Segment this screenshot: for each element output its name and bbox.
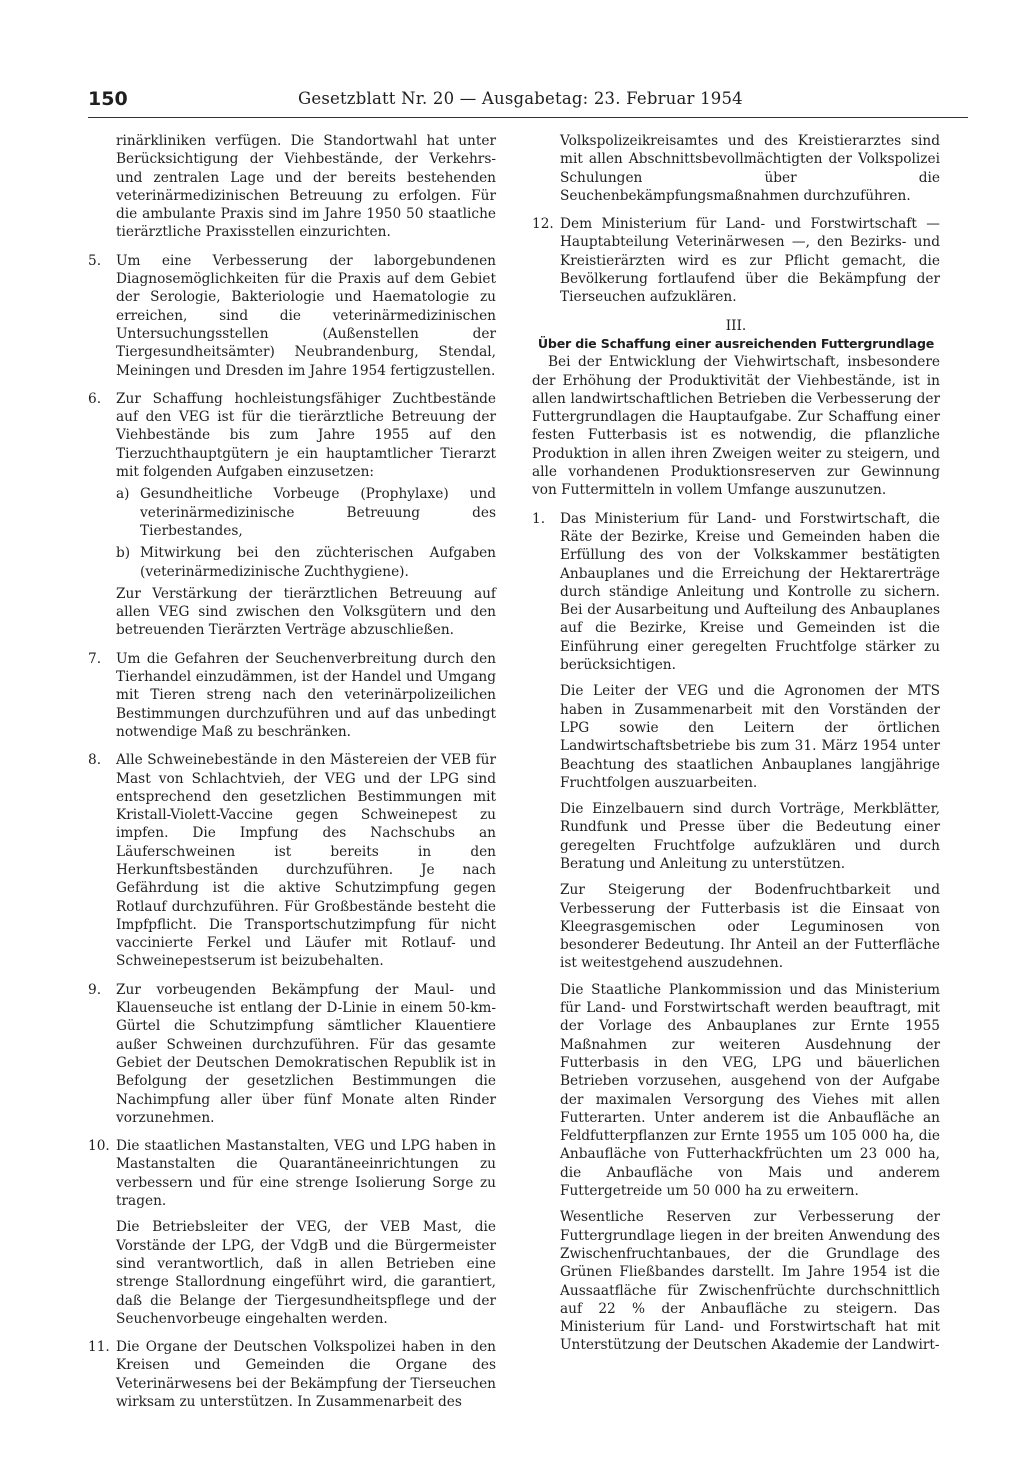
- item-number: 10.: [88, 1138, 110, 1155]
- sub-item-a: [116, 485, 496, 540]
- section-heading: Über die Schaffung einer ausreichenden Futtergrundlage: [537, 335, 935, 351]
- list-item-12: [532, 215, 940, 306]
- item-text: Dem Ministerium für Land- und Forstwirtschaft — Hauptabteilung Veterinärwesen —, den Bezirks- und Kreistierärzten wird es zur Pflicht gemacht, die Bevölkerung fortlaufend über die Bekämpfung der Tierseuchen aufzuklären.: [560, 216, 940, 306]
- list-item-7: [88, 650, 496, 741]
- item-text: Zur vorbeugenden Bekämpfung der Maul- und Klauenseuche ist entlang der D-Linie in einem 50-km-Gürtel die Schutzimpfung sämtlicher Klauentiere außer Schweinen durchzuführen. Für das gesamte Gebiet der Deutschen Demokratischen Republik ist in Befolgung der gesetzlichen Bestimmungen die Nachimpfung aller über fünf Monate alten Rinder vorzunehmen.: [116, 981, 496, 1126]
- section-intro: Bei der Entwicklung der Viehwirtschaft, insbesondere der Erhöhung der Produktivität der Viehbestände, ist in allen landwirtschaftlichen Betrieben die Verbesserung der Futtergrundlagen die Hauptaufgabe. Zur Schaffung einer festen Futterbasis ist es notwendig, die pflanzliche Produktion in allen ihren Zweigen weiter zu steigern, und alle vorhandenen Produktionsreserven zur Gewinnung von Futtermitteln in vollem Umfange auszunutzen.: [532, 354, 940, 499]
- item-text: Um die Gefahren der Seuchenverbreitung durch den Tierhandel einzudämmen, ist der Handel und Umgang mit Tieren streng nach den veterinärpolizeilichen Bestimmungen durchzuführen und auf das unbedingt notwendige Maß zu beschränken.: [116, 650, 496, 740]
- item-text: Alle Schweinebestände in den Mästereien der VEB für Mast von Schlachtvieh, der VEG und der LPG sind entsprechend den gesetzlichen Bestimmungen mit Kristall-Violett-Vaccine gegen Schweinepest zu impfen. Die Impfung des Nachschubs an Läuferschweinen ist bereits in den Herkunftsbeständen durchzuführen. Je nach Gefährdung ist die aktive Schutzimpfung gegen Rotlauf durchzuführen. Für Großbestände besteht die Impfpflicht. Die Transportschutzimpfung für nicht vaccinierte Ferkel und Läufer mit Rotlauf- und Schweinepestserum ist beizubehalten.: [116, 752, 496, 970]
- item-text: Um eine Verbesserung der laborgebundenen Diagnosemöglichkeiten für die Praxis auf dem Gebiet der Serologie, Bakteriologie und Haematologie zu erreichen, sind die veterinärmedizinischen Untersuchungsstellen (Außenstellen der Tiergesundheitsämter) Neubrandenburg, Stendal, Meiningen und Dresden im Jahre 1954 fertigzustellen.: [116, 252, 496, 379]
- item-text: Zur Schaffung hochleistungsfähiger Zuchtbestände auf den VEG ist für die tierärztliche Betreuung der Viehbestände bis zum Jahre 1955 auf den Tierzuchthauptgütern je ein hauptamtlicher Tierarzt mit folgenden Aufgaben einzusetzen:: [116, 390, 496, 481]
- left-column: [88, 132, 496, 1421]
- item-paragraph-6: Wesentliche Reserven zur Verbesserung der Futtergrundlage liegen in der breiten Anwendung des Zwischenfruchtanbaues, der die Grundlage des Grünen Fließbandes darstellt. Im Jahre 1954 ist die Aussaatfläche für Zwischenfrüchte durchschnittlich auf 22 % der Anbaufläche zu steigern. Das Ministerium für Land- und Forstwirtschaft hat mit Unterstützung der Deutschen Akademie der Landwirt-: [560, 1209, 940, 1354]
- item-number: 11.: [88, 1339, 110, 1356]
- right-column: [532, 132, 940, 1365]
- list-item-9: [88, 981, 496, 1127]
- item-text: Die staatlichen Mastanstalten, VEG und LPG haben in Mastanstalten die Quarantäneeinrichtungen zu verbessern und für eine strenge Isolierung Sorge zu tragen.: [116, 1138, 496, 1210]
- item-paragraph-1: Das Ministerium für Land- und Forstwirtschaft, die Räte der Bezirke, Kreise und Gemeinden haben die Erfüllung des von der Volkskammer bestätigten Anbauplanes und die Erreichung der Hektarerträge durch ständige Anleitung und Kontrolle zu sichern. Bei der Ausarbeitung und Aufteilung des Anbauplanes auf die Bezirke, Kreise und Gemeinden ist die Einführung einer geregelten Fruchtfolge stärker zu berücksichtigen.: [560, 510, 940, 674]
- item-text: Die Organe der Deutschen Volkspolizei haben in den Kreisen und Gemeinden die Organe des Veterinärwesens bei der Bekämpfung der Tierseuchen wirksam zu unterstützen. In Zusammenarbeit des: [116, 1339, 496, 1410]
- item-paragraph-5: Die Staatliche Plankommission und das Ministerium für Land- und Forstwirtschaft werden beauftragt, mit der Vorlage des Anbauplanes zur Ernte 1955 Maßnahmen zur weiteren Ausdehnung der Futterbasis in den VEG, LPG und bäuerlichen Betrieben vorzusehen, ausgehend von der Aufgabe der maximalen Versorgung des Viehes mit allen Futterarten. Unter anderem ist die Anbaufläche an Feldfutterpflanzen zur Ernte 1955 um 105 000 ha, die Anbaufläche von Futterhackfrüchten um 23 000 ha, die Anbaufläche von Mais und anderem Futtergetreide um 50 000 ha zu erweitern.: [560, 981, 940, 1200]
- list-item-5: [88, 252, 496, 380]
- sub-item-text: Gesundheitliche Vorbeuge (Prophylaxe) und veterinärmedizinische Betreuung des Tierbestandes,: [140, 486, 496, 539]
- list-item-10: [88, 1137, 496, 1328]
- sub-item-b: [116, 544, 496, 581]
- item-paragraph-4: Zur Steigerung der Bodenfruchtbarkeit und Verbesserung der Futterbasis ist die Einsaat von Kleegrasgemischen oder Leguminosen von besonderer Bedeutung. Ihr Anteil an der Futterfläche ist weitestgehend auszudehnen.: [560, 882, 940, 972]
- list-item-8: [88, 751, 496, 971]
- item-number: 6.: [88, 390, 102, 407]
- item-number: 12.: [532, 216, 554, 233]
- header-rule: [88, 117, 968, 118]
- page-number: 150: [88, 88, 128, 110]
- list-item-6: [88, 390, 496, 640]
- list-item-1: [532, 510, 940, 1355]
- list-item-11: [88, 1338, 496, 1411]
- item-paragraph-3: Die Einzelbauern sind durch Vorträge, Merkblätter, Rundfunk und Presse über die Bedeutung einer geregelten Fruchtfolge aufzuklären und durch Beratung und Anleitung zu unterstützen.: [560, 801, 940, 872]
- sub-item-text: Mitwirkung bei den züchterischen Aufgaben (veterinärmedizinische Zuchthygiene).: [140, 545, 496, 580]
- item-paragraph-2: Die Leiter der VEG und die Agronomen der MTS haben in Zusammenarbeit mit den Vorständen der LPG sowie den Leitern der örtlichen Landwirtschaftsbetriebe bis zum 31. März 1954 unter Beachtung des staatlichen Anbauplanes langjährige Fruchtfolgen auszuarbeiten.: [560, 683, 940, 791]
- continued-paragraph: rinärkliniken verfügen. Die Standortwahl hat unter Berücksichtigung der Viehbestände, der Verkehrs- und zentralen Lage und der bereits bestehenden veterinärmedizinischen Betreuung zu erfolgen. Für die ambulante Praxis sind im Jahre 1950 50 staatliche tierärztliche Praxisstellen einzurichten.: [116, 133, 496, 241]
- sub-item-letter: b): [116, 545, 131, 562]
- item-text-2: Die Betriebsleiter der VEG, der VEB Mast, die Vorstände der LPG, der VdgB und die Bürgermeister sind verantwortlich, daß in allen Betrieben eine strenge Stallordnung eingeführt wird, die garantiert, daß die Belange der Tiergesundheitspflege und der Seuchenvorbeuge eingehalten werden.: [116, 1219, 496, 1327]
- page-header: [88, 88, 968, 116]
- sub-item-letter: a): [116, 486, 130, 503]
- item-number: 8.: [88, 752, 102, 769]
- item-number: 7.: [88, 650, 102, 667]
- continued-paragraph: Volkspolizeikreisamtes und des Kreistierarztes sind mit allen Abschnittsbevollmächtigten der Volkspolizei Schulungen über die Seuchenbekämpfungsmaßnahmen durchzuführen.: [560, 133, 940, 204]
- item-text-after: Zur Verstärkung der tierärztlichen Betreuung auf allen VEG sind zwischen den Volksgütern und den betreuenden Tierärzten Verträge abzuschließen.: [116, 585, 496, 639]
- item-number: 1.: [532, 510, 546, 527]
- section-number: III.: [725, 317, 747, 334]
- running-title: Gesetzblatt Nr. 20 — Ausgabetag: 23. Februar 1954: [298, 89, 743, 108]
- item-number: 5.: [88, 252, 102, 269]
- item-number: 9.: [88, 981, 102, 998]
